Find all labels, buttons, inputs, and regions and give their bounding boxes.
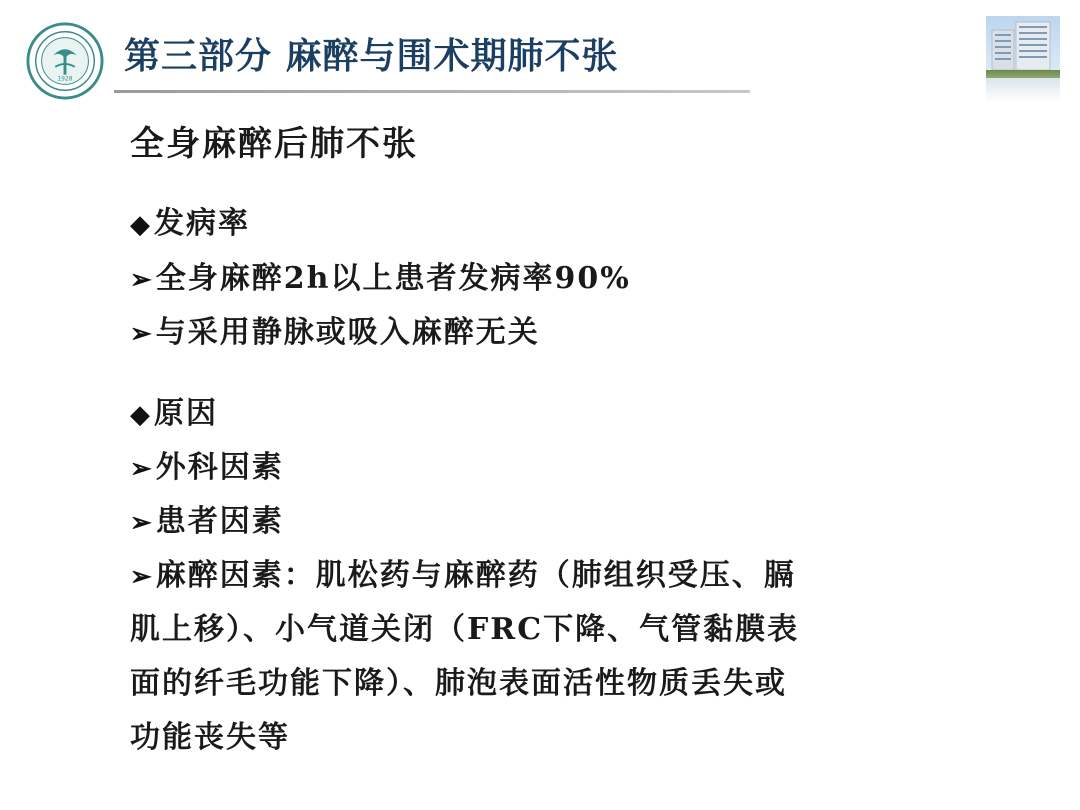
diamond-icon: ◆ — [130, 400, 152, 430]
arrow-icon: ➢ — [130, 265, 154, 295]
list-item-continuation: 面的纤毛功能下降）、肺泡表面活性物质丢失或 — [130, 666, 787, 701]
list-item-continuation: 功能丧失等 — [130, 720, 290, 755]
arrow-icon: ➢ — [130, 454, 154, 484]
section-heading-causes — [130, 394, 218, 435]
arrow-icon: ➢ — [130, 319, 154, 349]
heading-text: 发病率 — [154, 206, 250, 241]
section-heading-incidence — [130, 204, 250, 245]
list-item — [130, 502, 284, 543]
item-text: 外科因素 — [155, 450, 284, 485]
arrow-icon: ➢ — [130, 508, 154, 538]
item-text: 患者因素 — [155, 504, 284, 539]
list-item — [130, 448, 284, 489]
item-text: 全身麻醉2h以上患者发病率90% — [155, 261, 631, 296]
title-divider — [114, 90, 750, 93]
item-text: 与采用静脉或吸入麻醉无关 — [155, 315, 540, 350]
list-item — [130, 259, 631, 300]
item-text: 麻醉因素：肌松药与麻醉药（肺组织受压、膈 — [155, 558, 796, 593]
list-item — [130, 313, 540, 354]
section-subtitle: 全身麻醉后肺不张 — [130, 124, 418, 164]
heading-text: 原因 — [154, 396, 218, 431]
list-item — [130, 556, 796, 597]
list-item-continuation: 肌上移）、小气道关闭（FRC下降、气管黏膜表 — [130, 612, 800, 647]
page-title: 第三部分 麻醉与围术期肺不张 — [124, 35, 619, 77]
logo-year: 1928 — [57, 76, 73, 83]
diamond-icon: ◆ — [130, 210, 152, 240]
building-image — [986, 16, 1060, 102]
arrow-icon: ➢ — [130, 562, 154, 592]
hospital-logo — [26, 22, 104, 100]
